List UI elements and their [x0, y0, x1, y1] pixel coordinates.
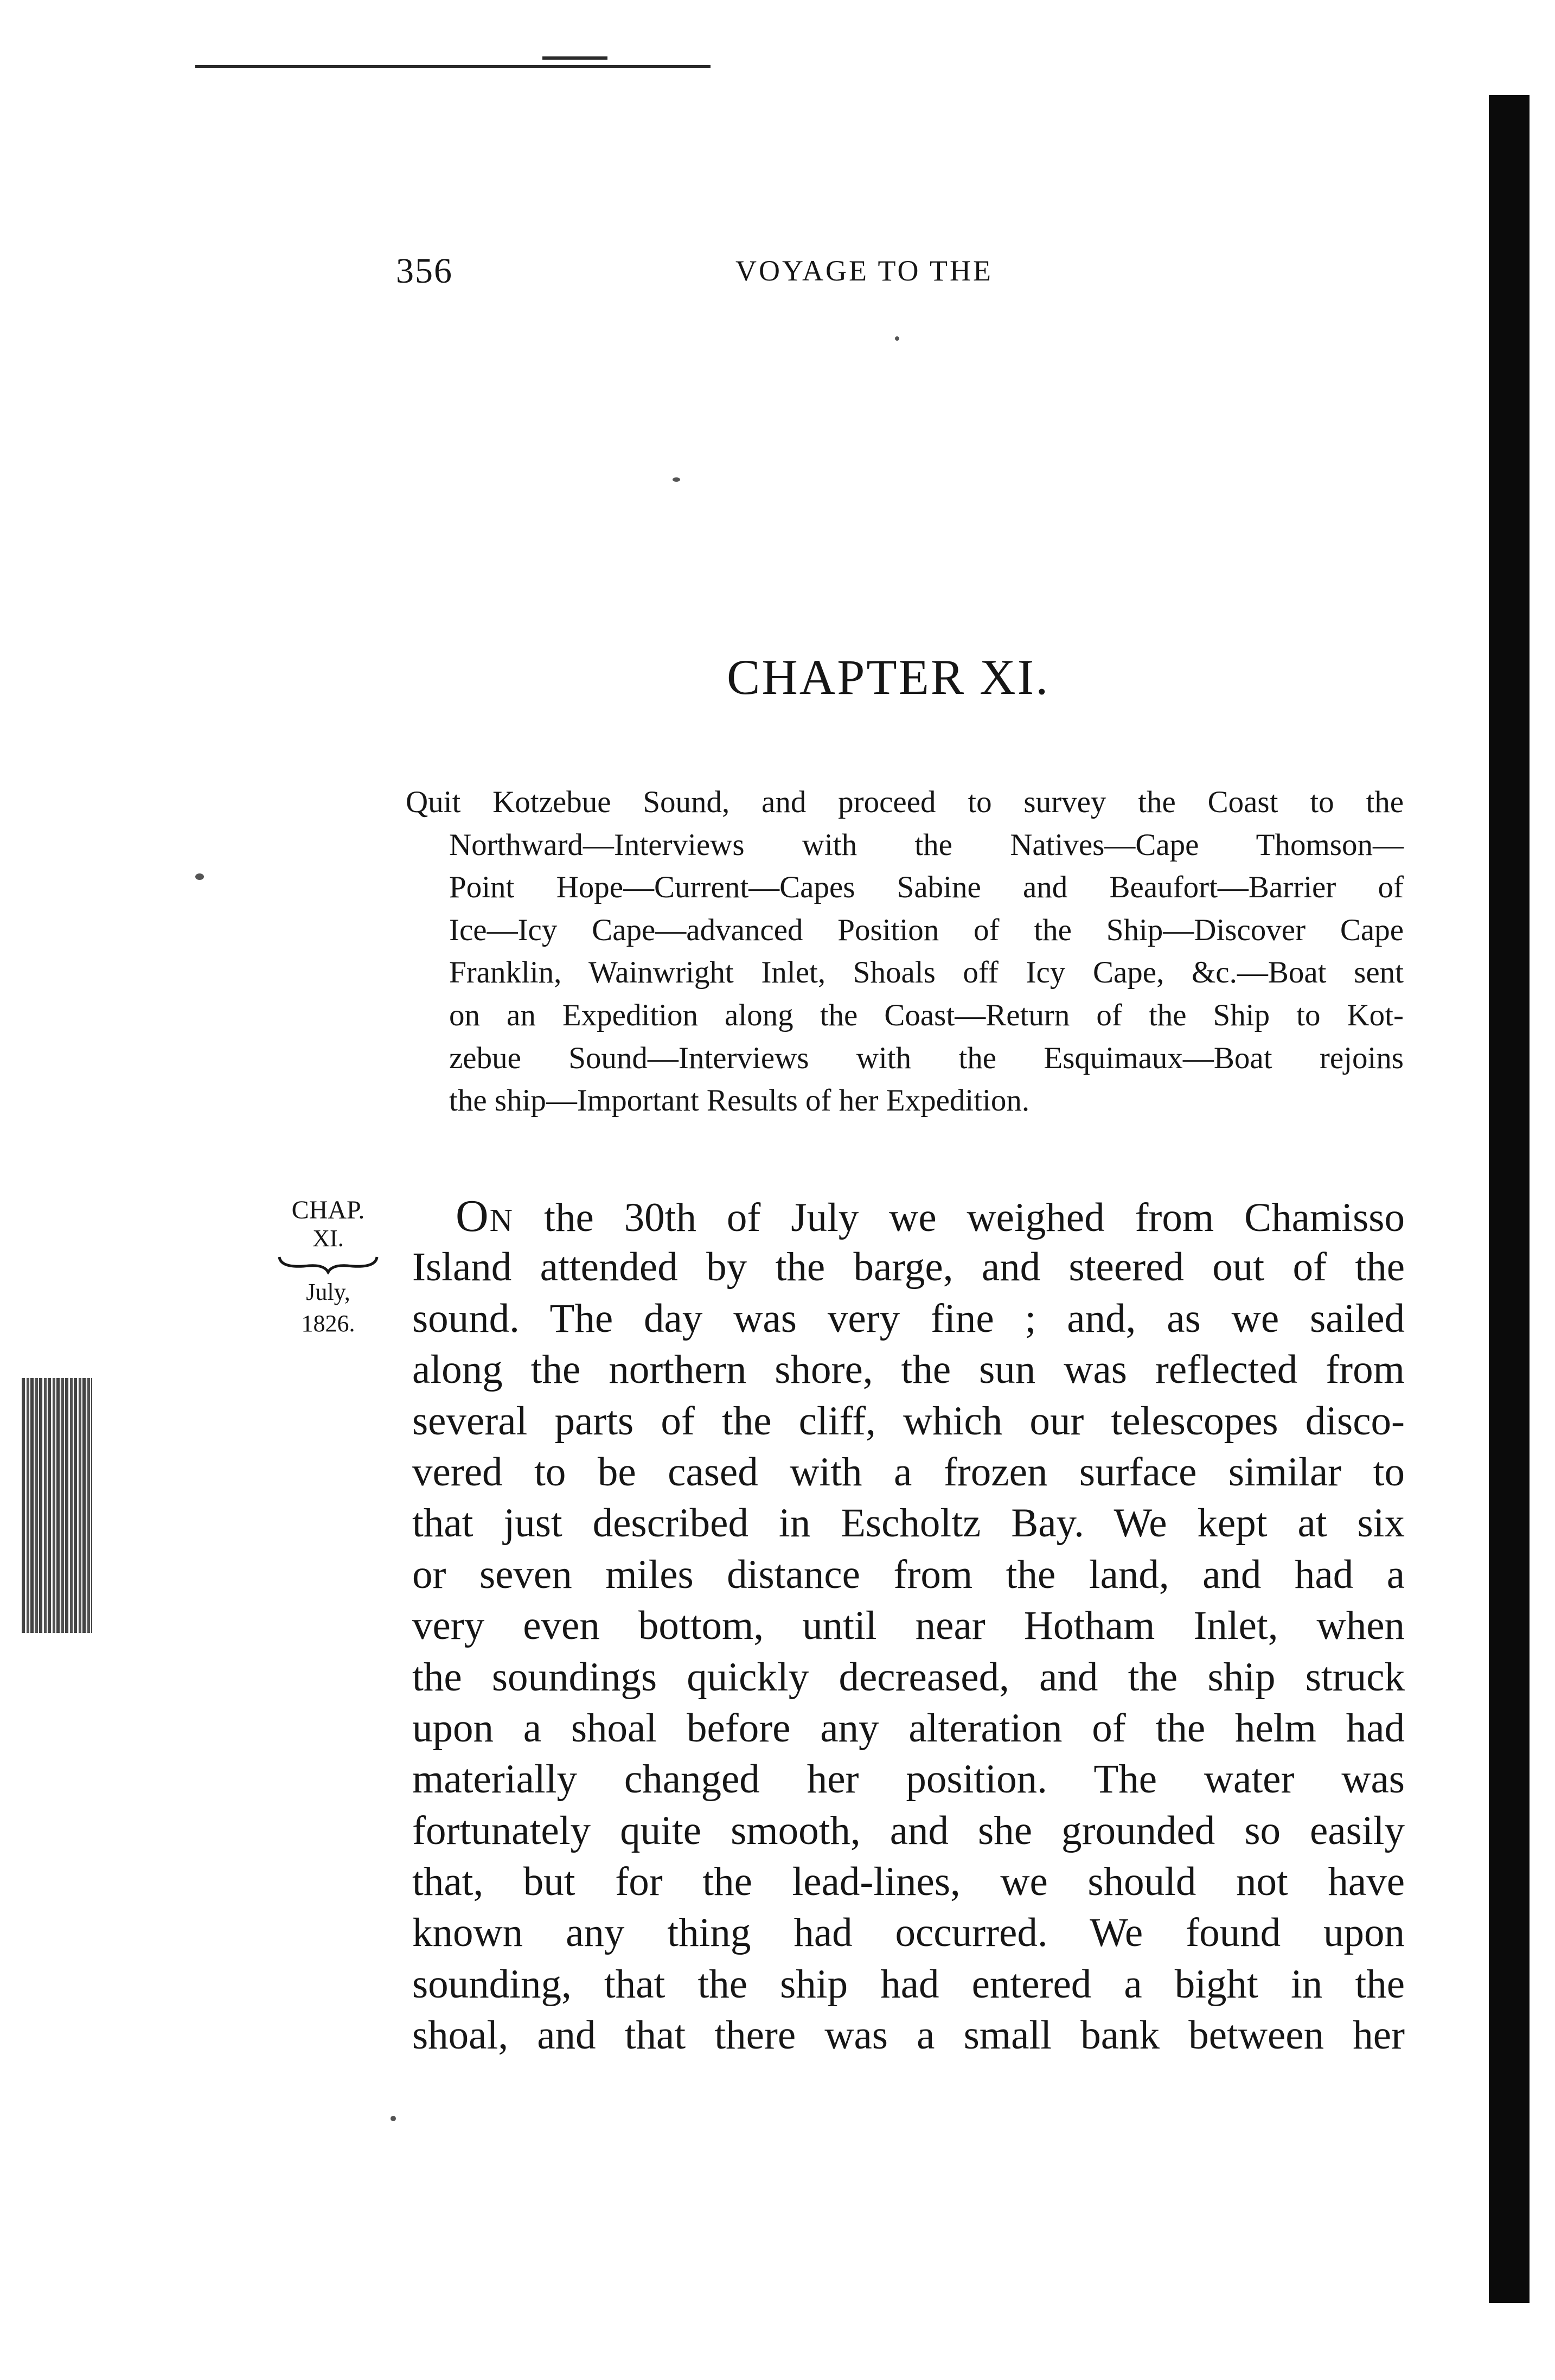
- margin-chap-label: CHAP.: [291, 1196, 365, 1224]
- opening-word: On: [456, 1191, 514, 1241]
- body-line: sounding, that the ship had entered a bight in the: [412, 1961, 1405, 2007]
- body-text: [412, 1191, 1405, 2062]
- running-title: VOYAGE TO THE: [735, 254, 994, 287]
- chapter-heading: CHAPTER XI.: [727, 649, 1050, 705]
- body-line: upon a shoal before any alteration of the helm had: [412, 1705, 1405, 1751]
- body-line: very even bottom, until near Hotham Inlet, when: [412, 1603, 1405, 1649]
- body-line: fortunately quite smooth, and she grounded so easily: [412, 1808, 1405, 1853]
- margin-note: [266, 1196, 391, 1337]
- synopsis-line: on an Expedition along the Coast—Return of the Ship to Kot-: [449, 998, 1404, 1032]
- scan-speck: [391, 2116, 396, 2121]
- body-line-first: [412, 1191, 1405, 1242]
- scan-speck: [673, 477, 680, 482]
- scan-speck: [195, 873, 204, 880]
- body-line: Island attended by the barge, and steered out of the: [412, 1245, 1405, 1290]
- body-line: the soundings quickly decreased, and the ship struck: [412, 1654, 1405, 1700]
- chapter-synopsis: [406, 781, 1404, 1122]
- body-line: sound. The day was very fine ; and, as we sailed: [412, 1296, 1405, 1341]
- binding-shadow: [1489, 95, 1530, 2303]
- page-number: 356: [396, 251, 453, 291]
- synopsis-line: Northward—Interviews with the Natives—Cape Thomson—: [449, 827, 1404, 862]
- top-rule-mark: [542, 56, 607, 60]
- synopsis-line: Ice—Icy Cape—advanced Position of the Ship—Discover Cape: [449, 913, 1404, 947]
- brace-ornament: [277, 1253, 380, 1274]
- body-line-first-rest: the 30th of July we weighed from Chamisso: [544, 1195, 1405, 1240]
- body-line: that, but for the lead-lines, we should not have: [412, 1859, 1405, 1905]
- body-line: along the northern shore, the sun was reflected from: [412, 1347, 1405, 1393]
- running-head: [396, 251, 1101, 294]
- body-line: shoal, and that there was a small bank between her: [412, 2013, 1405, 2058]
- body-line: materially changed her position. The water was: [412, 1757, 1405, 1802]
- synopsis-line: Franklin, Wainwright Inlet, Shoals off Icy Cape, &c.—Boat sent: [449, 955, 1404, 990]
- scan-edge-artifact: [22, 1378, 92, 1633]
- body-line: vered to be cased with a frozen surface similar to: [412, 1449, 1405, 1495]
- synopsis-line: Point Hope—Current—Capes Sabine and Beaufort—Barrier of: [449, 870, 1404, 905]
- margin-year: 1826.: [301, 1310, 355, 1337]
- body-line: known any thing had occurred. We found upon: [412, 1910, 1405, 1956]
- scan-speck: [895, 336, 899, 341]
- body-line: several parts of the cliff, which our telescopes disco-: [412, 1398, 1405, 1444]
- synopsis-line: the ship—Important Results of her Expedition.: [449, 1083, 1030, 1118]
- margin-month: July,: [306, 1279, 350, 1305]
- synopsis-line: Quit Kotzebue Sound, and proceed to survey the Coast to the: [406, 785, 1404, 819]
- body-line: or seven miles distance from the land, and had a: [412, 1552, 1405, 1597]
- margin-chap-number: XI.: [312, 1225, 344, 1252]
- body-line: that just described in Escholtz Bay. We kept at six: [412, 1501, 1405, 1546]
- top-rule: [195, 65, 711, 68]
- synopsis-line: zebue Sound—Interviews with the Esquimaux—Boat rejoins: [449, 1041, 1404, 1075]
